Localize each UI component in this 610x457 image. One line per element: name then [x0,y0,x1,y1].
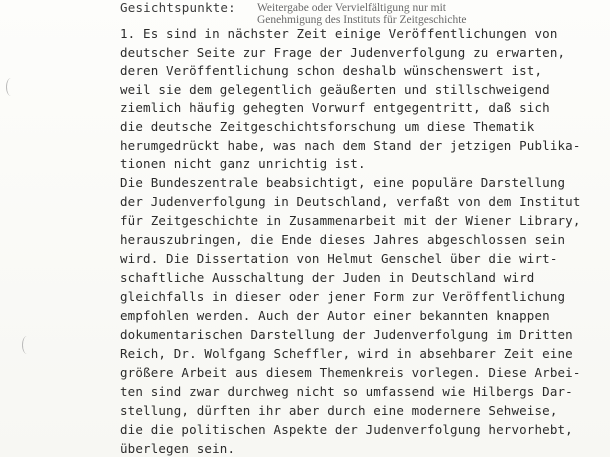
text-line: dokumentarischen Darstellung der Judenverfolgung im Dritten [120,327,573,342]
punch-hole-mark [22,336,32,354]
archive-stamp [257,2,467,26]
text-line: deren Veröffentlichung schon deshalb wünschenswert ist, [120,63,543,78]
text-line: empfohlen werden. Auch der Autor einer bekannten knappen [120,308,550,323]
text-line: herumgedrückt habe, was nach dem Stand der jetzigen Publika- [120,138,581,153]
text-line: stellung, dürften ihr aber durch eine modernere Sehweise, [120,403,558,418]
stamp-line-2: Genehmigung des Instituts für Zeitgeschichte [257,14,467,26]
text-line: Reich, Dr. Wolfgang Scheffler, wird in absehbarer Zeit eine [120,346,573,361]
section-label: Gesichtspunkte: [120,0,236,15]
text-line: ten sind zwar durchweg nicht so umfassend wie Hilbergs Dar- [120,384,573,399]
punch-hole-mark [6,78,16,96]
text-line: Die Bundeszentrale beabsichtigt, eine populäre Darstellung [120,175,566,190]
text-line: wird. Die Dissertation von Helmut Genschel über die wirt- [120,251,558,266]
text-line: 1. Es sind in nächster Zeit einige Veröffentlichungen von [120,26,558,41]
text-line: weil sie dem gelegentlich geäußerten und stillschweigend [120,82,550,97]
text-line: gleichfalls in dieser oder jener Form zur Veröffentlichung [120,289,566,304]
text-line: schaftliche Ausschaltung der Juden in Deutschland wird [120,270,535,285]
text-line: für Zeitgeschichte in Zusammenarbeit mit der Wiener Library, [120,213,581,228]
text-line: größere Arbeit aus diesem Themenkreis vorlegen. Diese Arbei- [120,365,581,380]
text-line: die deutsche Zeitgeschichtsforschung um diese Thematik [120,119,535,134]
text-line: tionen nicht ganz unrichtig ist. [120,156,366,171]
text-line: überlegen sein. [120,441,236,456]
text-line: der Judenverfolgung in Deutschland, verfaßt von dem Institut [120,194,581,209]
text-line: ziemlich häufig gehegten Vorwurf entgegentritt, daß sich [120,100,550,115]
text-line: deutscher Seite zur Frage der Judenverfolgung zu erwarten, [120,45,566,60]
text-line: die die politischen Aspekte der Judenverfolgung hervorhebt, [120,422,573,437]
text-line: herauszubringen, die Ende dieses Jahres abgeschlossen sein [120,232,566,247]
stamp-line-1: Weitergabe oder Vervielfältigung nur mit [257,2,446,14]
